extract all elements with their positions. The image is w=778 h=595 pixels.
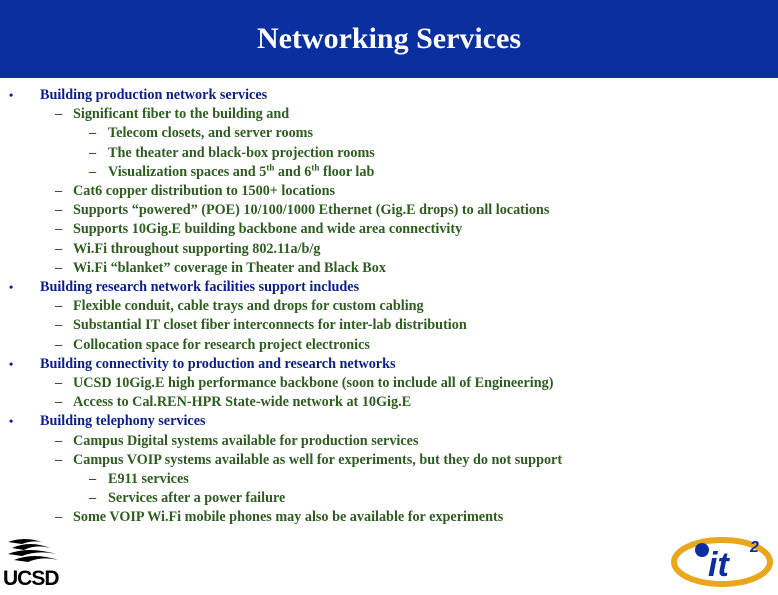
dash-marker: – [55, 394, 63, 411]
bullet-line: Some VOIP Wi.Fi mobile phones may also be available for experiments [73, 509, 504, 526]
dash-marker: – [55, 221, 63, 238]
bullet-line: Collocation space for research project electronics [73, 336, 370, 353]
dash-marker: – [55, 240, 63, 257]
dash-marker: – [55, 509, 63, 526]
dash-marker: – [55, 317, 63, 334]
bullet-line: Services after a power failure [108, 490, 286, 507]
bullet-line: UCSD 10Gig.E high performance backbone (soon to include all of Engineering) [73, 375, 554, 391]
text-part: floor lab [319, 163, 375, 180]
it2-logo-text: it [708, 546, 729, 584]
dash-marker: – [89, 144, 97, 161]
bullet-marker: • [9, 280, 14, 294]
dash-marker: – [55, 106, 63, 123]
dash-marker: – [55, 183, 63, 199]
ucsd-logo-text: UCSD [3, 567, 59, 590]
superscript: th [311, 162, 320, 173]
bullet-line: Flexible conduit, cable trays and drops for custom cabling [73, 298, 424, 315]
bullet-line: Significant fiber to the building and [73, 106, 290, 123]
it2-swoosh-icon [668, 528, 776, 590]
bullet-line: Building telephony services [40, 413, 206, 430]
dash-marker: – [55, 451, 63, 468]
superscript: th [266, 162, 275, 173]
it2-logo [668, 528, 776, 590]
bullet-line [108, 163, 374, 182]
dash-marker: – [55, 336, 63, 353]
dash-marker: – [89, 490, 97, 507]
bullet-marker: • [9, 88, 14, 102]
bullet-marker: • [9, 414, 14, 429]
text-part: and 6 [274, 163, 312, 180]
text-part: Visualization spaces and 5 [108, 163, 267, 180]
dash-marker: – [55, 432, 63, 449]
slide-title: Networking Services [256, 22, 522, 55]
bullet-line: E911 services [108, 471, 189, 487]
bullet-line: Campus Digital systems available for production services [73, 432, 419, 449]
bullet-line: Building production network services [40, 87, 268, 103]
bullet-line: Access to Cal.REN-HPR State-wide network at 10Gig.E [73, 394, 412, 411]
dash-marker: – [89, 125, 97, 142]
bullet-line: Telecom closets, and server rooms [108, 125, 314, 142]
bullet-line: Supports “powered” (POE) 10/100/1000 Ethernet (Gig.E drops) to all locations [73, 202, 550, 219]
bullet-line: Building research network facilities support includes [40, 279, 360, 295]
bullet-line: Supports 10Gig.E building backbone and wide area connectivity [73, 221, 463, 238]
bullet-line: Wi.Fi “blanket” coverage in Theater and Black Box [73, 259, 386, 276]
dash-marker: – [89, 163, 97, 180]
bullet-line: The theater and black-box projection rooms [108, 144, 375, 161]
dash-marker: – [55, 375, 63, 391]
bullet-line: Cat6 copper distribution to 1500+ locations [73, 183, 336, 199]
dash-marker: – [55, 298, 63, 315]
bullet-marker: • [9, 356, 14, 371]
bullet-line: Campus VOIP systems available as well for experiments, but they do not support [73, 451, 563, 468]
dash-marker: – [55, 202, 63, 219]
it2-logo-superscript: 2 [750, 539, 759, 556]
dash-marker: – [55, 259, 63, 276]
dash-marker: – [89, 471, 97, 487]
bullet-line: Wi.Fi throughout supporting 802.11a/b/g [73, 240, 321, 257]
bullet-line: Substantial IT closet fiber interconnects for inter-lab distribution [73, 317, 467, 334]
bullet-line: Building connectivity to production and research networks [40, 355, 396, 372]
